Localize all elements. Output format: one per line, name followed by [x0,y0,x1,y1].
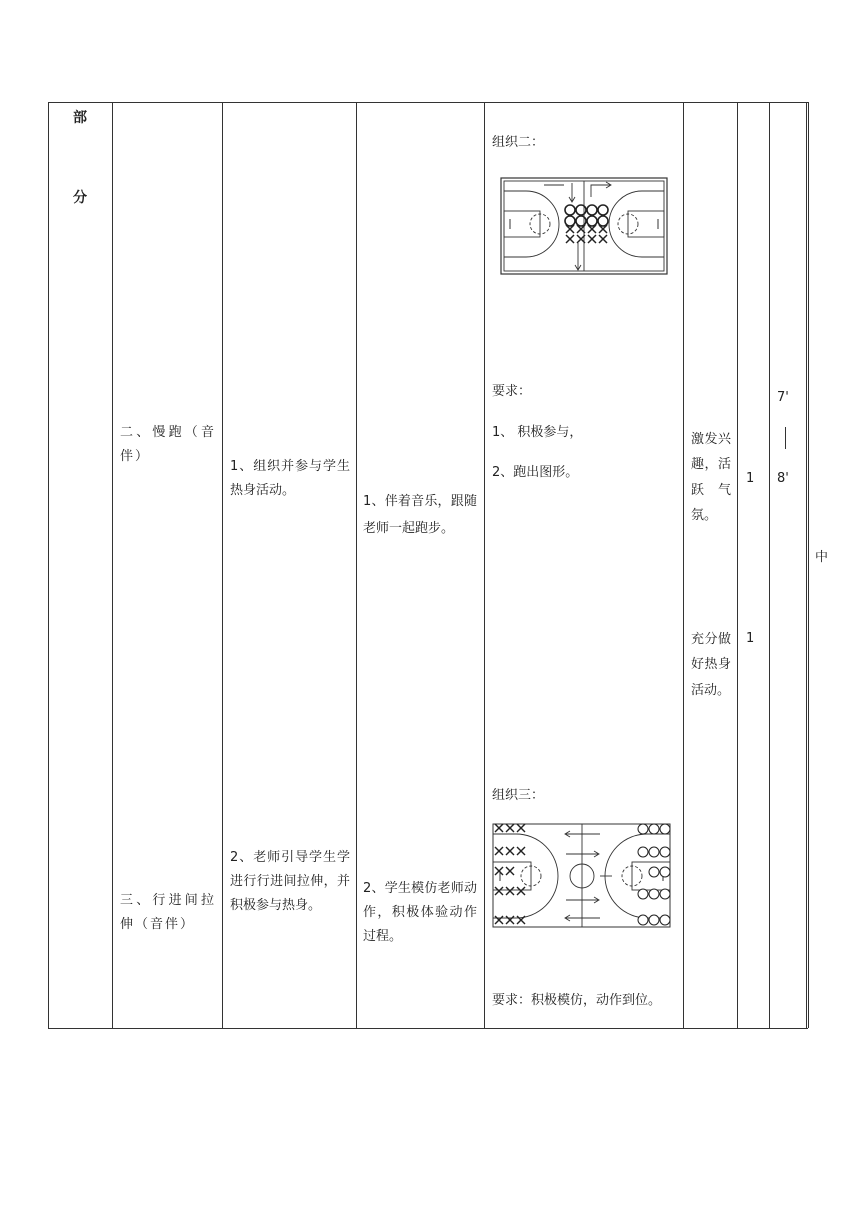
duration-to: 8' [777,471,789,486]
col-border [737,102,738,1028]
org-title: 组织三： [492,788,545,803]
section-label-char: 部 [73,110,87,126]
col-border [683,102,684,1028]
duration-from: 7' [777,390,789,405]
table-bottom-border [48,1028,808,1029]
teacher-activity: 2、老师引导学生学进行行进间拉伸，并积极参与热身。 [230,850,350,914]
col-border [48,102,49,1028]
intensity-label: 中 [815,550,829,565]
col-border [222,102,223,1028]
purpose-text: 充分做好热身活动。 [691,632,731,698]
repetition-count: 1 [746,471,755,486]
col-border [484,102,485,1028]
student-activity: 2、学生模仿老师动作，积极体验动作过程。 [363,881,477,945]
org-title: 组织二： [492,135,545,150]
requirement-item: 2、跑出图形。 [492,465,579,480]
duration-dash [785,427,786,449]
table-top-border [48,102,808,103]
repetition-count: 1 [746,631,755,646]
col-border [769,102,770,1028]
court-diagram-stretching [492,822,673,930]
requirement-item: 要求：积极模仿，动作到位。 [492,993,662,1008]
court-diagram-running [500,177,670,275]
teacher-activity: 1、组织并参与学生热身活动。 [230,459,350,499]
purpose-text: 激发兴趣，活跃气氛。 [691,432,731,524]
section-label-char: 分 [73,190,87,206]
col-border [808,102,809,1028]
student-activity: 1、伴着音乐，跟随老师一起跑步。 [363,494,477,536]
requirement-item: 1、 积极参与， [492,425,583,440]
col-border [112,102,113,1028]
activity-title: 二、慢跑（音伴） [120,425,216,465]
col-border [806,102,807,1028]
col-border [356,102,357,1028]
requirement-title: 要求： [492,384,532,399]
activity-title: 三、行进间拉伸（音伴） [120,893,216,933]
